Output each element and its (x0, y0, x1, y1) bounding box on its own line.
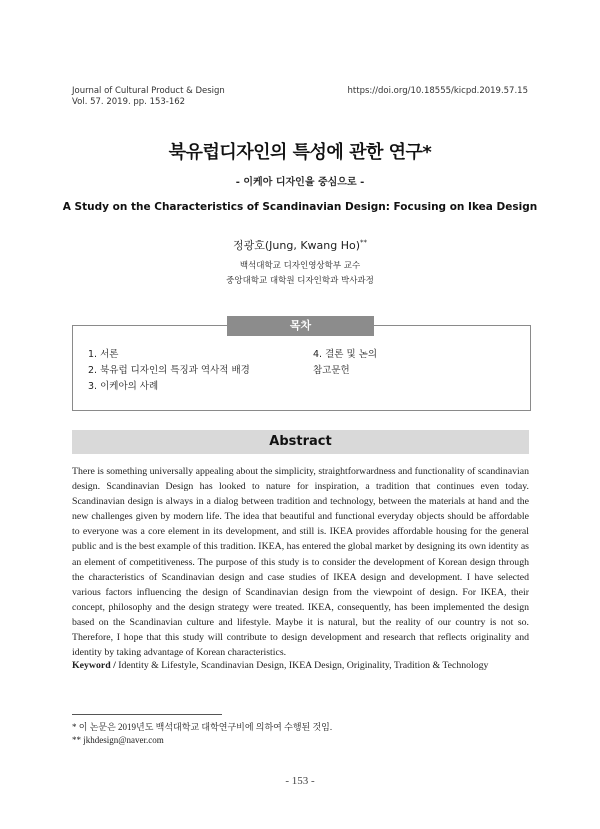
journal-name: Journal of Cultural Product & Design (72, 86, 225, 96)
footnote-1: * 이 논문은 2019년도 백석대학교 대학연구비에 의하여 수행된 것임. (72, 722, 333, 732)
footnote-divider (72, 714, 222, 715)
paper-title-english: A Study on the Characteristics of Scandinavian Design: Focusing on Ikea Design (62, 201, 538, 213)
toc-item[interactable]: 1. 서론 (88, 349, 119, 360)
doi-link[interactable]: https://doi.org/10.18555/kicpd.2019.57.15 (347, 86, 528, 96)
page-number: - 153 - (285, 775, 315, 787)
affiliation-1: 백석대학교 디자인영상학부 교수 (239, 261, 361, 271)
toc-item[interactable]: 4. 결론 및 논의 (313, 349, 378, 360)
keyword-list: Identity & Lifestyle, Scandinavian Design, IKEA Design, Originality, Tradition & Technology (115, 660, 489, 671)
keyword-label: Keyword / (72, 660, 116, 671)
author-name: 정광호(Jung, Kwang Ho) (232, 239, 361, 252)
toc-item[interactable]: 2. 북유럽 디자인의 특징과 역사적 배경 (88, 365, 250, 376)
author-mark: ** (360, 238, 368, 247)
toc-item[interactable]: 참고문헌 (313, 365, 350, 376)
keyword-line (72, 660, 529, 671)
affiliation-2: 중앙대학교 대학원 디자인학과 박사과정 (226, 276, 374, 286)
toc-item[interactable]: 3. 이케아의 사례 (88, 381, 159, 392)
journal-volume: Vol. 57. 2019. pp. 153-162 (72, 97, 186, 107)
abstract-heading: Abstract (72, 430, 529, 454)
abstract-body: There is something universally appealing about the simplicity, straightforwardness and functionality of scandinavian design. Scandinavian Design has looked to nature for inspiration, a tradition that continues even today. Scandinavian design is always in a dialog between tradition and technology, between the materials at hand and the new challenges given by modern life. The idea that beautiful and functional everyday objects should be affordable to everyone was a core element in its development, and still is. IKEA provides affordable housing for the general public and is the best example of this tradition. IKEA, has entered the global market by designing its own identity as an element of competitiveness. The purpose of this study is to consider the development of Korean design through the characteristics of Scandinavian design and case studies of IKEA design and development. I have selected various factors influencing the design of Scandinavian design from the viewpoint of design. For IKEA, their concept, philosophy and the design strategy were treated. IKEA, consequently, has been implemented the design based on the Scandinavian culture and lifestyle. Maybe it is natural, but the reality of our country is not so. Therefore, I hope that this study will contribute to design development and research that reflects originality and identity by taking advantage of Korean characteristics. (72, 466, 529, 659)
author-line (0, 237, 600, 253)
toc-heading: 목차 (227, 316, 374, 336)
footnote-2: ** jkhdesign@naver.com (72, 735, 164, 745)
paper-title: 북유럽디자인의 특성에 관한 연구* (168, 142, 432, 163)
paper-subtitle: - 이케아 디자인을 중심으로 - (235, 177, 365, 188)
